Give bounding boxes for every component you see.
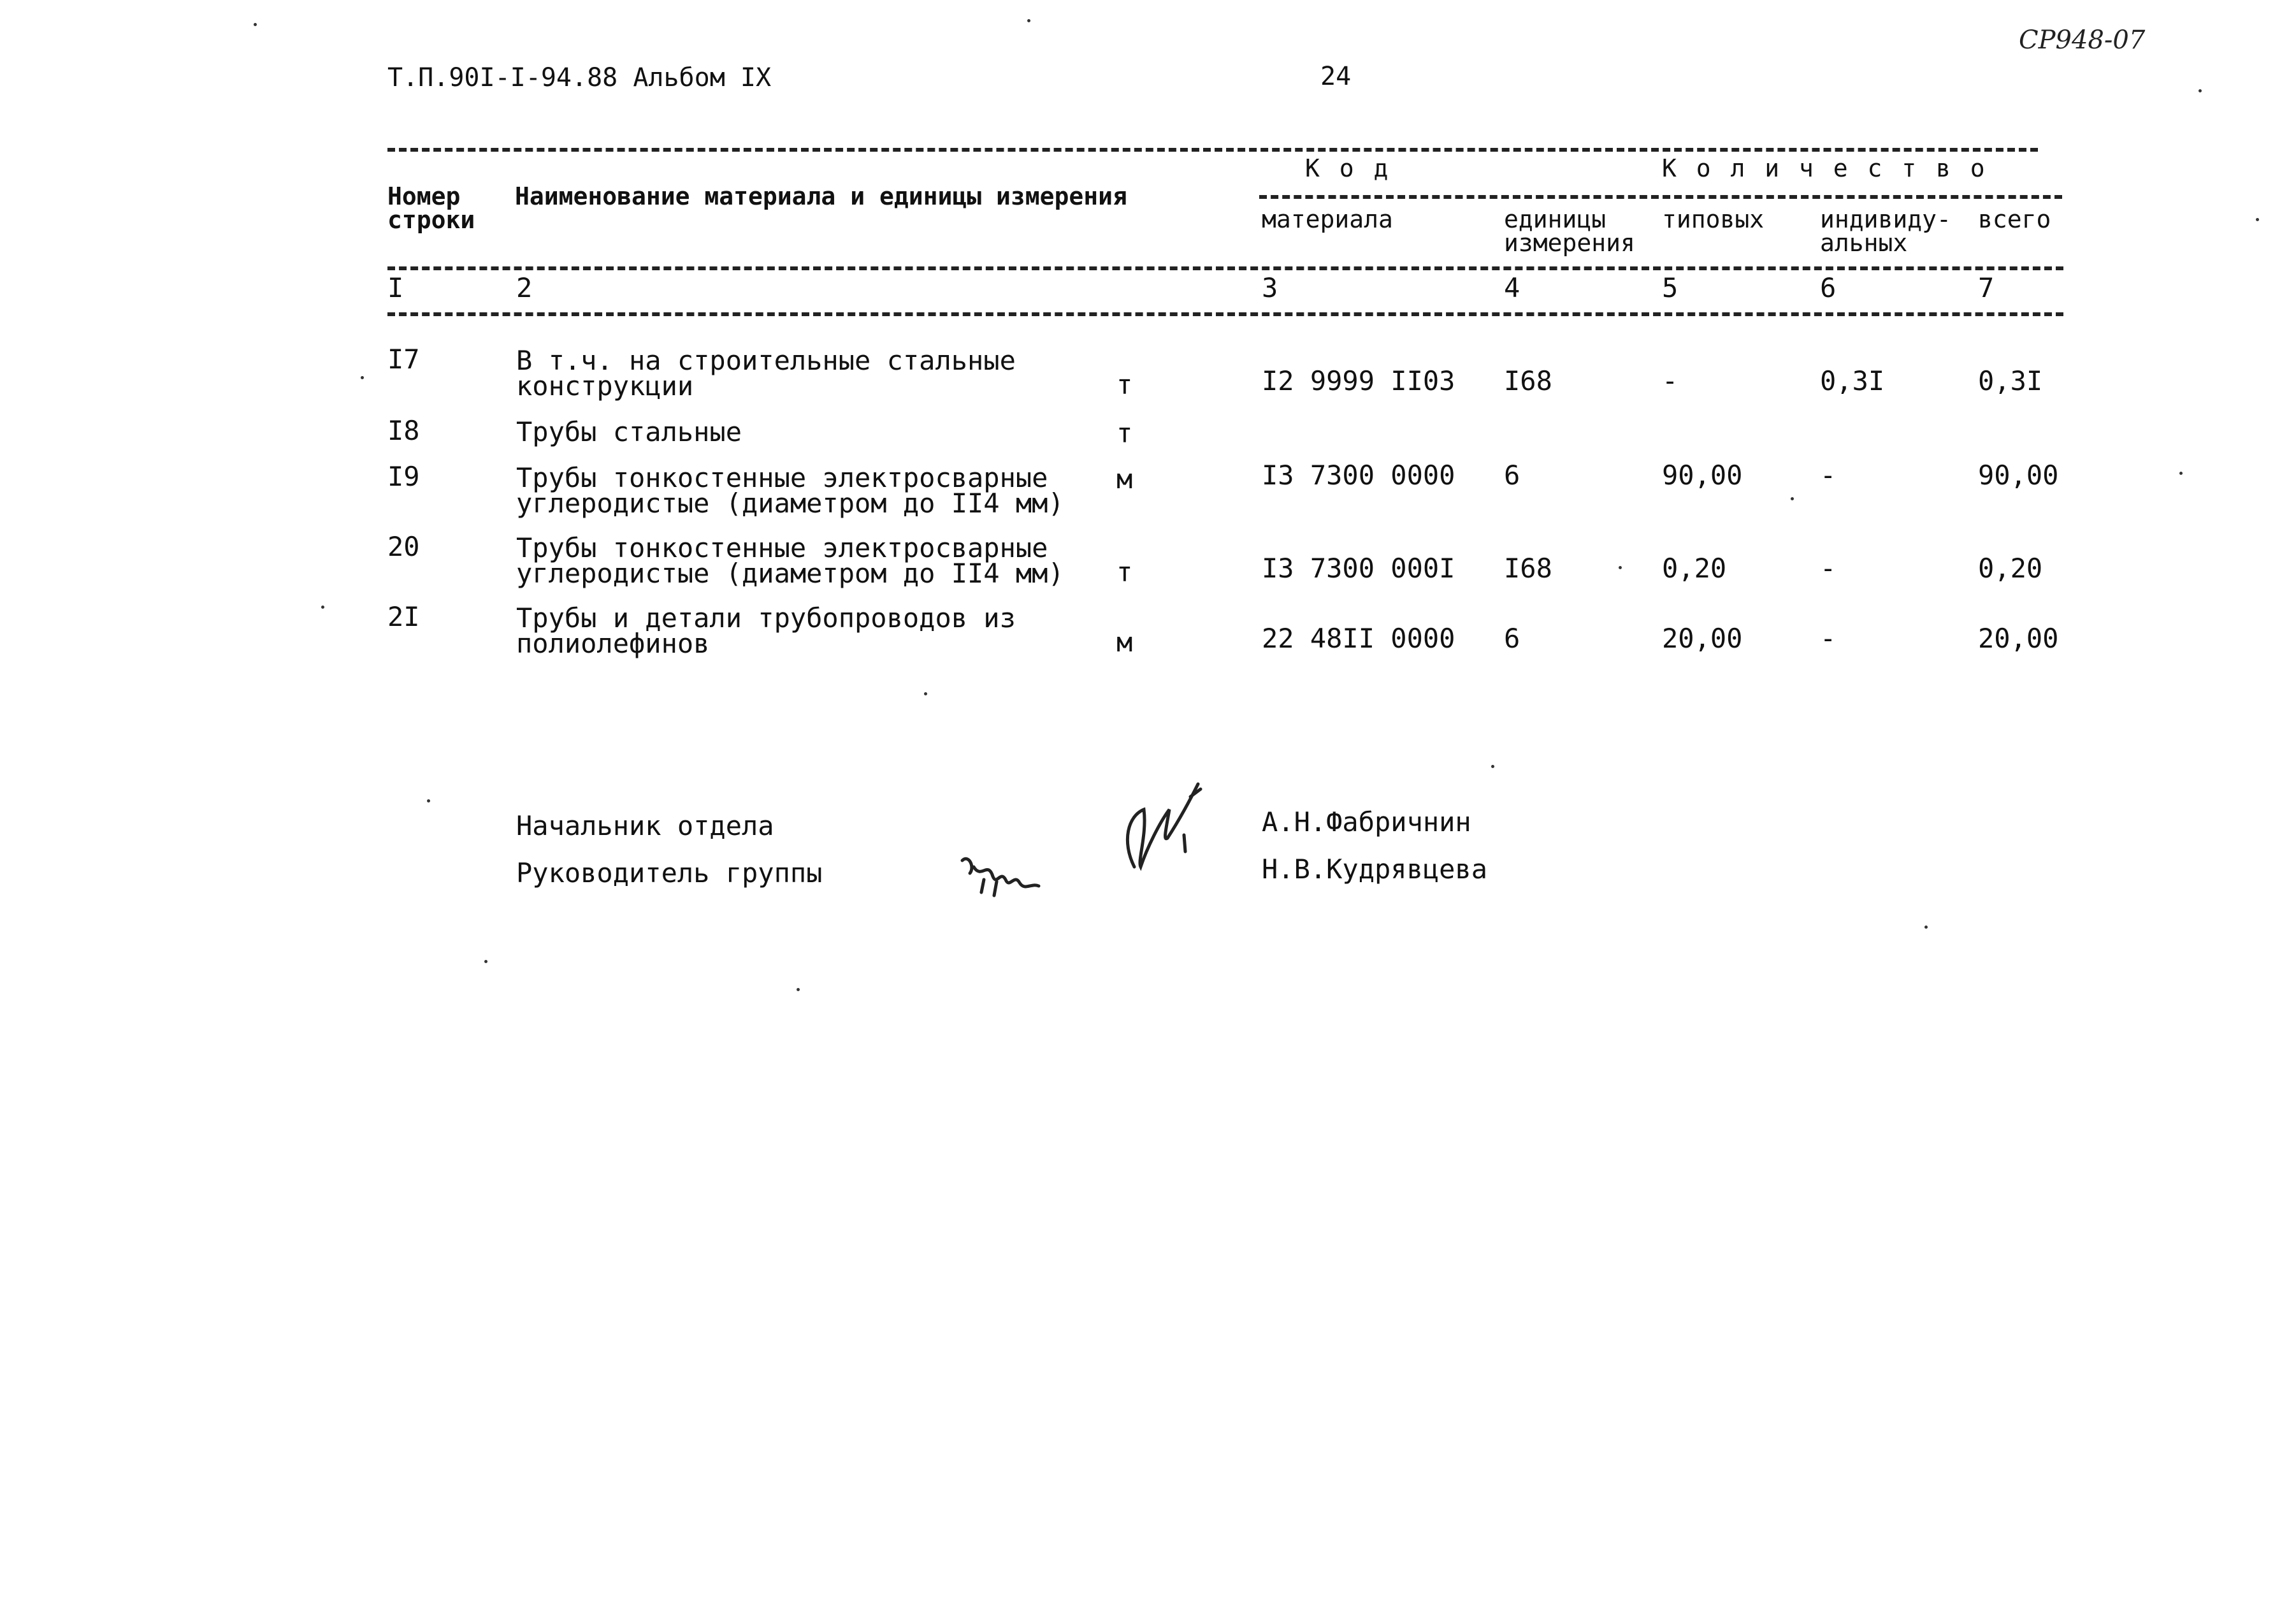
- scan-speck: [427, 799, 430, 802]
- document-title: Т.П.90І-І-94.88 Альбом ІХ: [387, 63, 772, 92]
- corner-code: СР948-07: [2019, 25, 2146, 55]
- column-number: 6: [1820, 272, 1837, 303]
- row-material-name: В т.ч. на строительные стальные конструкции: [516, 345, 1016, 402]
- row-qty-individual: -: [1820, 460, 1837, 491]
- table-top-rule: [387, 148, 2038, 152]
- row-qty-total: 0,3І: [1978, 365, 2043, 396]
- row-qty-typical: -: [1662, 365, 1679, 396]
- row-number: 2І: [387, 601, 420, 632]
- row-number: І9: [387, 461, 420, 492]
- scan-speck: [484, 960, 487, 963]
- row-material-code: І2 9999 ІІ03: [1262, 365, 1455, 396]
- page-number: 24: [1320, 62, 1352, 91]
- column-number: 7: [1978, 272, 1995, 303]
- scan-speck: [1027, 19, 1030, 22]
- row-unit: т: [1116, 369, 1133, 400]
- header-qty-individual: индивиду- альных: [1820, 205, 1951, 257]
- column-number: 5: [1662, 272, 1679, 303]
- header-code-group: К о д: [1305, 154, 1391, 182]
- header-quantity-group: К о л и ч е с т в о: [1662, 154, 1988, 182]
- scan-speck: [1619, 566, 1622, 569]
- row-unit-code: 6: [1504, 623, 1520, 654]
- signature-role: Начальник отдела: [516, 810, 774, 841]
- row-number: 20: [387, 531, 420, 562]
- row-unit: м: [1116, 463, 1133, 495]
- column-number: І: [387, 272, 404, 303]
- column-number: 4: [1504, 272, 1520, 303]
- row-material-code: І3 7300 0000: [1262, 460, 1455, 491]
- row-material-name: Трубы и детали трубопроводов из полиолефинов: [516, 602, 1016, 659]
- row-qty-individual: 0,3І: [1820, 365, 1885, 396]
- scan-speck: [1924, 926, 1928, 929]
- header-row-number: Номер строки: [387, 182, 475, 234]
- row-material-name: Трубы тонкостенные электросварные углеродистые (диаметром до ІІ4 мм): [516, 462, 1064, 519]
- header-sub-rule: [1259, 195, 2062, 199]
- row-material-name: Трубы стальные: [516, 416, 742, 447]
- row-qty-typical: 20,00: [1662, 623, 1743, 654]
- handwritten-initials-icon: [956, 848, 1045, 899]
- header-code-material: материала: [1262, 205, 1393, 233]
- scan-speck: [254, 23, 257, 26]
- row-unit-code: І68: [1504, 553, 1552, 584]
- row-material-code: І3 7300 000І: [1262, 553, 1455, 584]
- row-number: І7: [387, 344, 420, 375]
- row-qty-total: 20,00: [1978, 623, 2059, 654]
- scan-speck: [361, 376, 364, 379]
- scan-speck: [2179, 472, 2183, 475]
- scan-speck: [924, 692, 927, 695]
- row-qty-total: 0,20: [1978, 553, 2043, 584]
- row-unit-code: 6: [1504, 460, 1520, 491]
- header-code-unit: единицы измерения: [1504, 205, 1635, 257]
- row-qty-typical: 0,20: [1662, 553, 1727, 584]
- column-number-rule: [387, 312, 2063, 316]
- row-unit: т: [1116, 417, 1133, 449]
- signature-person-name: Н.В.Кудрявцева: [1262, 853, 1488, 885]
- header-material-name: Наименование материала и единицы измерения: [515, 182, 1127, 210]
- column-number: 3: [1262, 272, 1278, 303]
- scan-speck: [2256, 218, 2259, 221]
- column-number: 2: [516, 272, 533, 303]
- signature-person-name: А.Н.Фабричнин: [1262, 806, 1471, 838]
- row-unit-code: І68: [1504, 365, 1552, 396]
- handwritten-signature-icon: [1109, 771, 1224, 880]
- row-material-code: 22 48ІІ 0000: [1262, 623, 1455, 654]
- row-qty-typical: 90,00: [1662, 460, 1743, 491]
- scan-speck: [1491, 765, 1494, 768]
- row-qty-total: 90,00: [1978, 460, 2059, 491]
- row-qty-individual: -: [1820, 623, 1837, 654]
- row-material-name: Трубы тонкостенные электросварные углеродистые (диаметром до ІІ4 мм): [516, 532, 1064, 589]
- row-qty-individual: -: [1820, 553, 1837, 584]
- row-unit: т: [1116, 556, 1133, 588]
- scan-speck: [321, 606, 324, 609]
- scan-speck: [797, 988, 800, 991]
- header-qty-typical: типовых: [1662, 205, 1765, 233]
- scan-speck: [1791, 497, 1794, 500]
- header-bottom-rule: [387, 266, 2063, 270]
- signature-role: Руководитель группы: [516, 857, 823, 889]
- header-qty-total: всего: [1978, 205, 2051, 233]
- row-number: І8: [387, 415, 420, 446]
- scan-speck: [2199, 89, 2202, 92]
- row-unit: м: [1116, 627, 1133, 658]
